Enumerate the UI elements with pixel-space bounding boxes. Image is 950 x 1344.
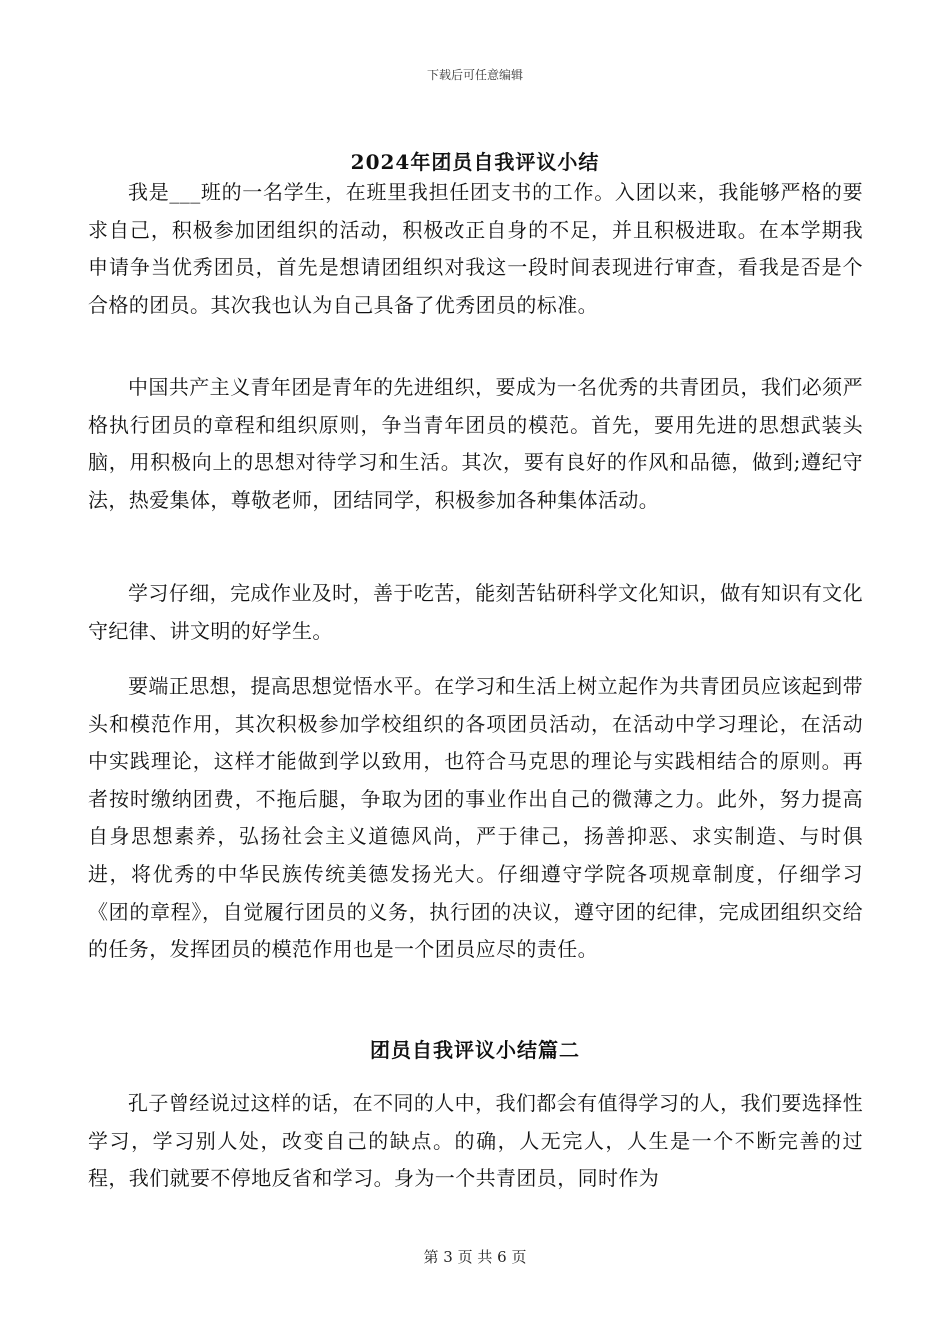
document-title: 2024年团员自我评议小结: [350, 150, 600, 174]
paragraph-3: 学习仔细，完成作业及时，善于吃苦，能刻苦钻研科学文化知识，做有知识有文化守纪律、讲文明的好学生。: [88, 581, 863, 643]
header-note: 下载后可任意编辑: [426, 68, 523, 82]
paragraph-1: 我是___班的一名学生，在班里我担任团支书的工作。入团以来，我能够严格的要求自己，积极参加团组织的活动，积极改正自身的不足，并且积极进取。在本学期我申请争当优秀团员，首先是想请团组织对我这一段时间表现进行审查，看我是否是个合格的团员。其次我也认为自己具备了优秀团员的标准。: [88, 180, 863, 317]
page-number: 第 3 页 共 6 页: [423, 1248, 527, 1266]
section-2-title: 团员自我评议小结篇二: [370, 1038, 580, 1062]
section-2-paragraph-1: 孔子曾经说过这样的话，在不同的人中，我们都会有值得学习的人，我们要选择性学习，学习别人处，改变自己的缺点。的确，人无完人，人生是一个不断完善的过程，我们就要不停地反省和学习。身为一个共青团员，同时作为: [88, 1091, 863, 1191]
paragraph-2: 中国共产主义青年团是青年的先进组织，要成为一名优秀的共青团员，我们必须严格执行团员的章程和组织原则，争当青年团员的模范。首先，要用先进的思想武装头脑，用积极向上的思想对待学习和生活。其次，要有良好的作风和品德，做到;遵纪守法，热爱集体，尊敬老师，团结同学，积极参加各种集体活动。: [88, 375, 863, 512]
paragraph-4: 要端正思想，提高思想觉悟水平。在学习和生活上树立起作为共青团员应该起到带头和模范作用，其次积极参加学校组织的各项团员活动，在活动中学习理论，在活动中实践理论，这样才能做到学以致用，也符合马克思的理论与实践相结合的原则。再者按时缴纳团费，不拖后腿，争取为团的事业作出自己的微薄之力。此外，努力提高自身思想素养，弘扬社会主义道德风尚，严于律己，扬善抑恶、求实制造、与时俱进，将优秀的中华民族传统美德发扬光大。仔细遵守学院各项规章制度，仔细学习《团的章程》，自觉履行团员的义务，执行团的决议，遵守团的纪律，完成团组织交给的任务，发挥团员的模范作用也是一个团员应尽的责任。: [88, 674, 863, 962]
